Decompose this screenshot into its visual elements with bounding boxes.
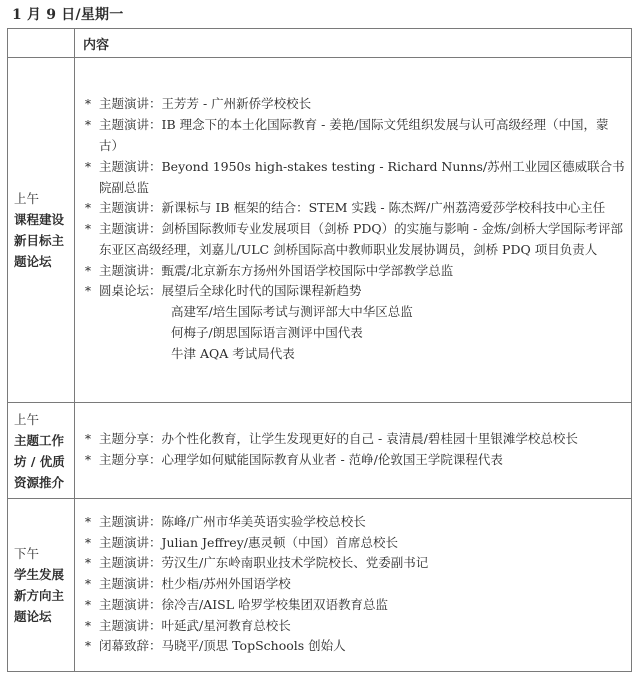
item-text: 圆桌论坛：展望后全球化时代的国际课程新趋势	[99, 283, 362, 299]
session-content-cell	[75, 58, 632, 403]
session-time: 下午	[14, 546, 40, 561]
item-text: 主题演讲：Julian Jeffrey/惠灵顿（中国）首席总校长	[99, 534, 398, 550]
asterisk-bullet-icon: *	[85, 263, 91, 278]
asterisk-bullet-icon: *	[85, 222, 91, 237]
asterisk-bullet-icon: *	[85, 201, 91, 216]
panelist-item: 牛津 AQA 考试局代表	[171, 345, 295, 361]
item-text: 主题演讲：劳汉生/广东岭南职业技术学院校长、党委副书记	[99, 555, 429, 571]
list-item	[83, 115, 625, 157]
asterisk-bullet-icon: *	[85, 577, 91, 592]
list-item	[83, 219, 625, 261]
table-row	[8, 403, 632, 499]
asterisk-bullet-icon: *	[85, 639, 91, 654]
session-name-line: 课程建设	[14, 212, 65, 227]
asterisk-bullet-icon: *	[85, 432, 91, 447]
asterisk-bullet-icon: *	[85, 118, 91, 133]
item-text: 主题演讲：叶延武/星河教育总校长	[99, 617, 291, 633]
session-name-line: 题论坛	[14, 254, 52, 269]
asterisk-bullet-icon: *	[85, 597, 91, 612]
session-time: 上午	[14, 411, 40, 427]
list-item	[83, 281, 625, 302]
list-item	[83, 512, 625, 533]
session-name-line: 坊 / 优质	[14, 453, 65, 469]
item-text: 主题演讲：杜少栺/苏州外国语学校	[99, 576, 291, 592]
asterisk-bullet-icon: *	[85, 159, 91, 174]
asterisk-bullet-icon: *	[85, 535, 91, 550]
item-text: 主题演讲：陈峰/广州市华美英语实验学校总校长	[99, 513, 366, 529]
asterisk-bullet-icon: *	[85, 453, 91, 467]
list-item	[83, 261, 625, 282]
session-content-cell	[75, 499, 632, 672]
item-text: 主题演讲：徐冷吉/AISL 哈罗学校集团双语教育总监	[99, 596, 389, 612]
asterisk-bullet-icon: *	[85, 618, 91, 633]
table-header-row	[8, 29, 632, 58]
schedule-body	[8, 58, 632, 672]
list-item	[83, 616, 625, 637]
list-item	[83, 595, 625, 616]
session-name-line: 新目标主	[14, 233, 65, 248]
list-item	[83, 533, 625, 554]
page-date-heading: 1 月 9 日/星期一	[12, 7, 124, 23]
panelist-item: 高建军/培生国际考试与测评部大中华区总监	[171, 304, 413, 320]
item-text: 主题分享：心理学如何赋能国际教育从业者 - 范峥/伦敦国王学院课程代表	[99, 452, 503, 467]
table-row	[8, 499, 632, 672]
item-text: 主题演讲：甄震/北京新东方扬州外国语学校国际中学部教学总监	[99, 262, 454, 278]
item-text: 主题演讲：IB 理念下的本土化国际教育 - 姜艳/国际文凭组织发展与认可高级经理（中国，蒙古）	[99, 117, 609, 153]
item-text: 主题演讲：王芳芳 - 广州新侨学校校长	[99, 96, 312, 112]
session-name-line: 新方向主	[14, 588, 65, 603]
session-cell	[8, 58, 75, 403]
asterisk-bullet-icon: *	[85, 514, 91, 529]
session-name-line: 资源推介	[14, 474, 65, 490]
session-name-line: 题论坛	[14, 609, 52, 624]
asterisk-bullet-icon: *	[85, 556, 91, 571]
list-item	[83, 574, 625, 595]
list-item	[83, 94, 625, 115]
list-item	[83, 198, 625, 219]
item-text: 主题演讲：新课标与 IB 框架的结合：STEM 实践 - 陈杰辉/广州荔湾爱莎学校科技中心主任	[99, 200, 606, 216]
session-time: 上午	[14, 191, 40, 206]
list-item	[83, 553, 625, 574]
table-row	[8, 58, 632, 403]
session-cell	[8, 403, 75, 499]
item-text: 主题分享：办个性化教育，让学生发现更好的自己 - 袁清晨/碧桂园十里银滩学校总校长	[99, 431, 578, 447]
asterisk-bullet-icon: *	[85, 97, 91, 112]
session-name-line: 主题工作	[14, 432, 65, 448]
item-text: 主题演讲：剑桥国际教师专业发展项目（剑桥 PDQ）的实施与影响 - 金炼/剑桥大学国际考评部东亚区高级经理，刘嘉儿/ULC 剑桥国际高中教师职业发展协调员，剑桥 PDQ 项目负责人	[99, 221, 624, 257]
list-item	[83, 157, 625, 199]
item-text: 闭幕致辞：马晓平/顶思 TopSchools 创始人	[99, 638, 346, 654]
header-content: 内容	[75, 29, 632, 58]
asterisk-bullet-icon: *	[85, 284, 91, 299]
schedule-table	[7, 28, 632, 672]
list-item	[83, 450, 625, 471]
panelist-item: 何梅子/朗思国际语言测评中国代表	[171, 325, 363, 341]
session-content-cell	[75, 403, 632, 499]
header-session	[8, 29, 75, 58]
list-item	[83, 429, 625, 450]
session-cell	[8, 499, 75, 672]
list-item	[83, 636, 625, 657]
session-name-line: 学生发展	[14, 567, 65, 582]
item-text: 主题演讲：Beyond 1950s high-stakes testing - Richard Nunns/苏州工业园区德威联合书院副总监	[99, 158, 625, 195]
